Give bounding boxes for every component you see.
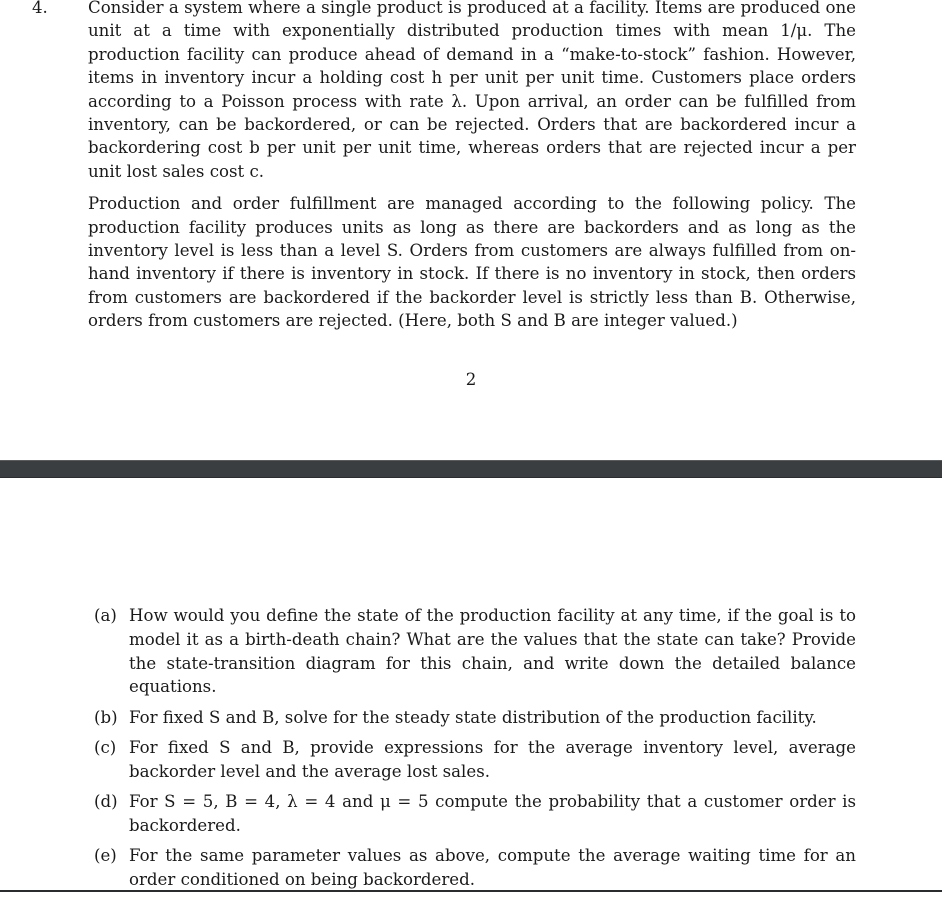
parts-list bbox=[94, 604, 856, 898]
part-label: (b) bbox=[94, 707, 118, 727]
part-d bbox=[94, 790, 856, 838]
problem-paragraph-1-text: Consider a system where a single product is produced at a facility. Items are produced one unit at a time with exponentially distributed production times with mean 1/μ. The production facility can produce ahead of demand in a “make-to-stock” fashion. However, items in inventory incur a holding cost h per unit per unit time. Customers place orders according to a Poisson process with rate λ. Upon arrival, an order can be fulfilled from inventory, can be backordered, or can be rejected. Orders that are backordered incur a backordering cost b per unit per unit time, whereas orders that are rejected incur a per unit lost sales cost c. bbox=[88, 0, 856, 181]
bottom-rule bbox=[0, 890, 942, 892]
part-b bbox=[94, 706, 856, 730]
problem-number: 4. bbox=[32, 0, 48, 17]
part-c bbox=[94, 736, 856, 784]
page-number: 2 bbox=[465, 370, 477, 389]
part-label: (a) bbox=[94, 606, 117, 625]
part-text: How would you define the state of the production facility at any time, if the goal is to model it as a birth-death chain? What are the values that the state can take? Provide the state-transition diagram for this chain, and write down the detailed balance equations. bbox=[129, 606, 856, 697]
part-a bbox=[94, 604, 856, 699]
problem-paragraph-2: Production and order fulfillment are managed according to the following policy. The production facility produces units as long as there are backorders and as long as the inventory level is less than a level S. Orders from customers are always fulfilled from on-hand inventory if there is inventory in stock. If there is no inventory in stock, then orders from customers are backordered if the backorder level is strictly less than B. Otherwise, orders from customers are rejected. (Here, both S and B are integer valued.) bbox=[88, 194, 856, 331]
part-text: For S = 5, B = 4, λ = 4 and μ = 5 compute the probability that a customer order is backordered. bbox=[129, 792, 856, 835]
part-text: For fixed S and B, solve for the steady state distribution of the production facility. bbox=[129, 707, 817, 727]
problem-4 bbox=[32, 0, 856, 333]
part-label: (d) bbox=[94, 792, 118, 812]
part-e bbox=[94, 844, 856, 892]
part-label: (c) bbox=[94, 737, 117, 757]
part-text: For fixed S and B, provide expressions for the average inventory level, average backorder level and the average lost sales. bbox=[129, 737, 856, 781]
page-divider bbox=[0, 460, 942, 478]
problem-paragraph-1 bbox=[32, 0, 856, 183]
part-text: For the same parameter values as above, compute the average waiting time for an order conditioned on being backordered. bbox=[129, 846, 856, 889]
part-label: (e) bbox=[94, 846, 117, 866]
